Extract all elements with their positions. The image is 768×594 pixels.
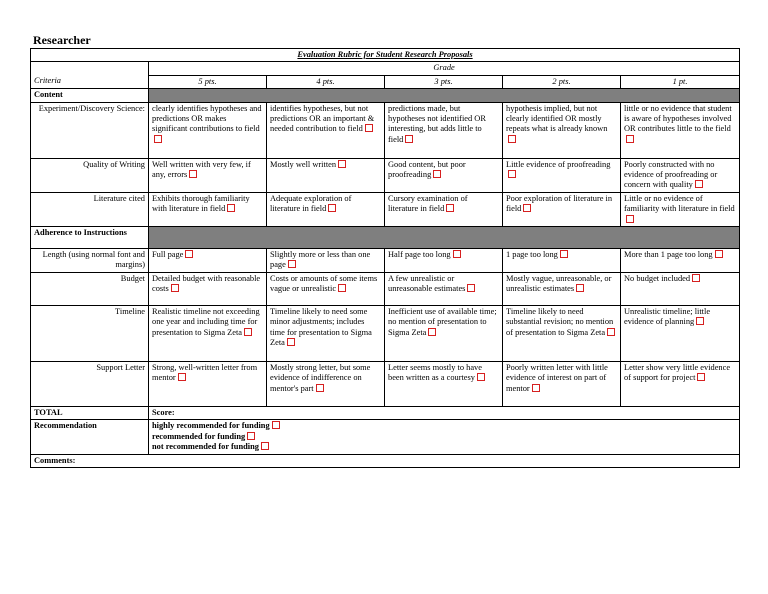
rubric-cell[interactable]: Mostly well written	[267, 158, 385, 192]
rubric-cell[interactable]: Mostly strong letter, but some evidence of indifference on mentor's part	[267, 361, 385, 406]
rubric-cell[interactable]: Exhibits thorough familiarity with literature in field	[149, 192, 267, 226]
criteria-header: Criteria	[31, 75, 149, 88]
total-row	[31, 406, 740, 419]
checkbox[interactable]	[576, 284, 584, 292]
checkbox[interactable]	[508, 135, 516, 143]
section-fill	[149, 227, 740, 249]
rubric-cell[interactable]: 1 page too long	[503, 249, 621, 273]
points-5: 5 pts.	[149, 75, 267, 88]
rubric-cell[interactable]: clearly identifies hypotheses and predictions OR makes significant contributions to field	[149, 102, 267, 158]
grade-row	[31, 62, 740, 75]
checkbox[interactable]	[288, 260, 296, 268]
checkbox[interactable]	[185, 250, 193, 258]
rubric-cell[interactable]: Good content, but poor proofreading	[385, 158, 503, 192]
rubric-cell[interactable]: Poorly written letter with little evidence of interest on part of mentor	[503, 361, 621, 406]
section-content-label: Content	[31, 89, 149, 102]
rubric-cell[interactable]: No budget included	[621, 272, 740, 305]
checkbox[interactable]	[626, 215, 634, 223]
recommendation-option[interactable]: not recommended for funding	[152, 442, 736, 452]
rubric-cell[interactable]: hypothesis implied, but not clearly identified OR mostly repeats what is already known	[503, 102, 621, 158]
section-fill	[149, 89, 740, 102]
checkbox[interactable]	[272, 421, 280, 429]
rubric-cell[interactable]: predictions made, but hypotheses not identified OR interesting, but adds little to field	[385, 102, 503, 158]
rubric-cell[interactable]: Letter seems mostly to have been written as a courtesy	[385, 361, 503, 406]
rubric-row-writing	[31, 158, 740, 192]
checkbox[interactable]	[316, 384, 324, 392]
rubric-cell[interactable]: Costs or amounts of some items vague or unrealistic	[267, 272, 385, 305]
rubric-cell[interactable]: Poor exploration of literature in field	[503, 192, 621, 226]
checkbox[interactable]	[338, 160, 346, 168]
rubric-row-budget	[31, 272, 740, 305]
checkbox[interactable]	[328, 204, 336, 212]
checkbox[interactable]	[154, 135, 162, 143]
points-1: 1 pt.	[621, 75, 740, 88]
criterion-label: Quality of Writing	[31, 158, 149, 192]
criterion-label: Support Letter	[31, 361, 149, 406]
checkbox[interactable]	[467, 284, 475, 292]
checkbox[interactable]	[508, 170, 516, 178]
checkbox[interactable]	[365, 124, 373, 132]
recommendation-option[interactable]: recommended for funding	[152, 432, 736, 442]
rubric-cell[interactable]: Little evidence of proofreading	[503, 158, 621, 192]
recommendation-row	[31, 420, 740, 454]
rubric-cell[interactable]: Mostly vague, unreasonable, or unrealistic estimates	[503, 272, 621, 305]
rubric-cell[interactable]: Well written with very few, if any, errors	[149, 158, 267, 192]
rubric-cell[interactable]: Inefficient use of available time; no mention of presentation to Sigma Zeta	[385, 305, 503, 361]
rubric-cell[interactable]: More than 1 page too long	[621, 249, 740, 273]
rubric-cell[interactable]: Unrealistic timeline; little evidence of planning	[621, 305, 740, 361]
researcher-label: Researcher	[33, 33, 91, 47]
checkbox[interactable]	[477, 373, 485, 381]
rubric-cell[interactable]: Full page	[149, 249, 267, 273]
checkbox[interactable]	[446, 204, 454, 212]
criterion-label: Timeline	[31, 305, 149, 361]
rubric-cell[interactable]: Letter show very little evidence of support for project	[621, 361, 740, 406]
checkbox[interactable]	[227, 204, 235, 212]
rubric-table	[30, 48, 740, 468]
checkbox[interactable]	[433, 170, 441, 178]
rubric-row-timeline	[31, 305, 740, 361]
rubric-cell[interactable]: Slightly more or less than one page	[267, 249, 385, 273]
checkbox[interactable]	[696, 317, 704, 325]
checkbox[interactable]	[697, 373, 705, 381]
criterion-label: Literature cited	[31, 192, 149, 226]
checkbox[interactable]	[405, 135, 413, 143]
comments-field[interactable]: Comments:	[31, 454, 740, 467]
rubric-row-literature	[31, 192, 740, 226]
checkbox[interactable]	[428, 328, 436, 336]
criterion-label: Experiment/Discovery Science:	[31, 102, 149, 158]
score-field[interactable]: Score:	[149, 406, 740, 419]
rubric-cell[interactable]: identifies hypotheses, but not predictions OR an important & needed contribution to field	[267, 102, 385, 158]
recommendation-options	[149, 420, 740, 454]
rubric-cell[interactable]: Realistic timeline not exceeding one year and including time for presentation to Sigma Zeta	[149, 305, 267, 361]
rubric-cell[interactable]: Strong, well-written letter from mentor	[149, 361, 267, 406]
checkbox[interactable]	[261, 442, 269, 450]
checkbox[interactable]	[523, 204, 531, 212]
grade-header: Grade	[149, 62, 740, 75]
points-4: 4 pts.	[267, 75, 385, 88]
rubric-row-length	[31, 249, 740, 273]
total-label: TOTAL	[31, 406, 149, 419]
rubric-cell[interactable]: Adequate exploration of literature in field	[267, 192, 385, 226]
comments-row	[31, 454, 740, 467]
rubric-cell[interactable]: Half page too long	[385, 249, 503, 273]
points-2: 2 pts.	[503, 75, 621, 88]
rubric-row-experiment	[31, 102, 740, 158]
criterion-label: Length (using normal font and margins)	[31, 249, 149, 273]
section-adherence-row	[31, 227, 740, 249]
checkbox[interactable]	[626, 135, 634, 143]
rubric-cell[interactable]: Little or no evidence of familiarity with literature in field	[621, 192, 740, 226]
blank-cell	[31, 62, 149, 75]
recommendation-option[interactable]: highly recommended for funding	[152, 421, 736, 431]
checkbox[interactable]	[171, 284, 179, 292]
checkbox[interactable]	[695, 180, 703, 188]
checkbox[interactable]	[607, 328, 615, 336]
checkbox[interactable]	[453, 250, 461, 258]
rubric-cell[interactable]: little or no evidence that student is aware of hypotheses involved OR contributes little to the field	[621, 102, 740, 158]
checkbox[interactable]	[287, 338, 295, 346]
rubric-cell[interactable]: Timeline likely to need substantial revision; no mention of presentation to Sigma Zeta	[503, 305, 621, 361]
checkbox[interactable]	[560, 250, 568, 258]
checkbox[interactable]	[247, 432, 255, 440]
checkbox[interactable]	[244, 328, 252, 336]
rubric-cell[interactable]: A few unrealistic or unreasonable estimates	[385, 272, 503, 305]
rubric-row-support	[31, 361, 740, 406]
rubric-cell[interactable]: Timeline likely to need some minor adjustments; includes time for presentation to Sigma Zeta	[267, 305, 385, 361]
title-row	[31, 49, 740, 62]
checkbox[interactable]	[692, 274, 700, 282]
checkbox[interactable]	[715, 250, 723, 258]
rubric-cell[interactable]: Cursory examination of literature in field	[385, 192, 503, 226]
recommendation-label: Recommendation	[31, 420, 149, 454]
rubric-cell[interactable]: Detailed budget with reasonable costs	[149, 272, 267, 305]
section-content-row	[31, 89, 740, 102]
criterion-label: Budget	[31, 272, 149, 305]
checkbox[interactable]	[532, 384, 540, 392]
points-row	[31, 75, 740, 88]
checkbox[interactable]	[189, 170, 197, 178]
rubric-title: Evaluation Rubric for Student Research Proposals	[31, 49, 740, 62]
section-adherence-label: Adherence to Instructions	[31, 227, 149, 249]
checkbox[interactable]	[338, 284, 346, 292]
points-3: 3 pts.	[385, 75, 503, 88]
checkbox[interactable]	[178, 373, 186, 381]
rubric-cell[interactable]: Poorly constructed with no evidence of proofreading or concern with quality	[621, 158, 740, 192]
